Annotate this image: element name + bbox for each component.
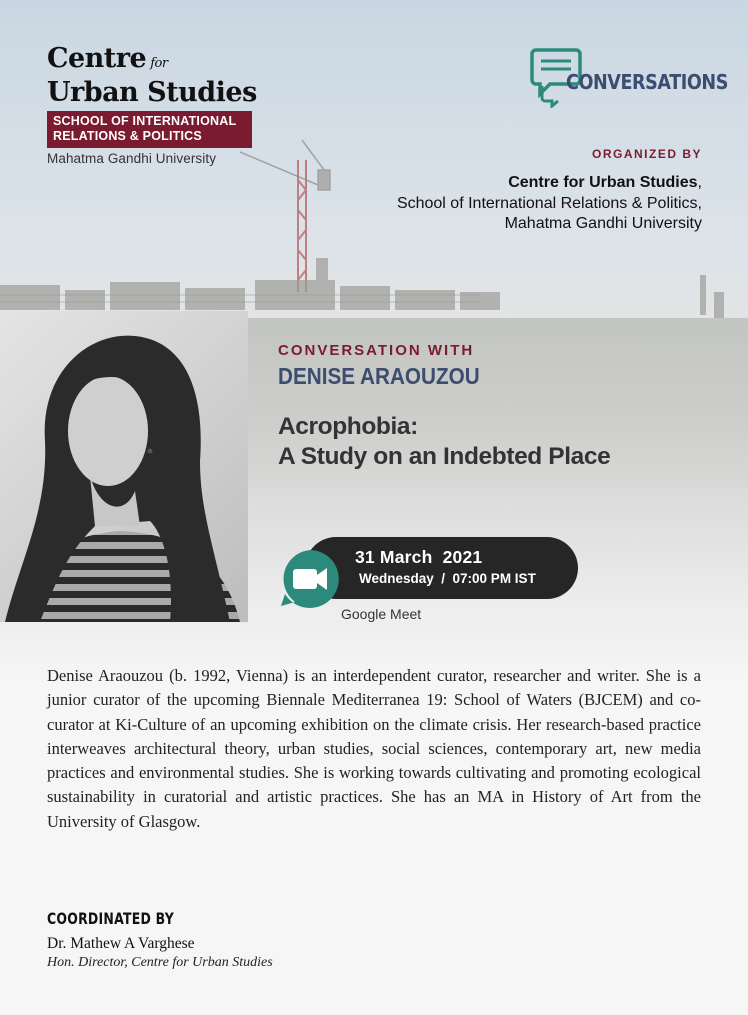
coordinator-title: Hon. Director, Centre for Urban Studies	[47, 955, 273, 970]
platform-label: Google Meet	[341, 606, 422, 622]
speaker-name: DENISE ARAOUZOU	[278, 363, 480, 389]
school-banner	[47, 111, 252, 148]
organized-by-block	[397, 147, 702, 235]
conversation-with-label: CONVERSATION WITH	[278, 342, 475, 359]
coordinator-block	[47, 909, 273, 971]
speaker-photo	[0, 311, 248, 622]
organizer-line3: Mahatma Gandhi University	[504, 215, 702, 232]
google-meet-icon	[279, 548, 341, 610]
talk-title	[278, 412, 610, 472]
university-name: Mahatma Gandhi University	[47, 151, 217, 166]
talk-title-line1: Acrophobia:	[278, 413, 418, 440]
event-time: Wednesday / 07:00 PM IST	[359, 571, 536, 586]
school-line2: RELATIONS & POLITICS	[53, 129, 202, 143]
organizer-line1: Centre for Urban Studies,	[508, 174, 702, 191]
logo-title-line2: Urban Studies	[47, 77, 257, 108]
speaker-bio: Denise Araouzou (b. 1992, Vienna) is an interdependent curator, researcher and writer. She is a junior curator of the upcoming Biennale Mediterranea 19: School of Waters (BJCEM) and co-curator at Ki-Culture of an upcoming exhibition on the climate crisis. Her research-based practice interweaves architectural theory, urban studies, social sciences, contemporary art, new media practices and environmental studies. She is working towards cultivating and promoting ecological sustainability in curatorial and artistic practices. She has an MA in History of Art from the University of Glasgow.	[47, 666, 701, 831]
school-line1: SCHOOL OF INTERNATIONAL	[53, 114, 237, 128]
conversations-wordmark: CONVERSATIONS	[566, 70, 728, 94]
coordinated-by-label: COORDINATED BY	[47, 909, 175, 928]
coordinator-name: Dr. Mathew A Varghese	[47, 935, 195, 952]
talk-title-line2: A Study on an Indebted Place	[278, 443, 611, 470]
centre-logo	[47, 44, 257, 166]
organizer-line2: School of International Relations & Politics,	[396, 194, 702, 212]
speaker-heading	[278, 342, 502, 390]
logo-title-line1: Centre for	[47, 43, 168, 74]
organized-by-label: ORGANIZED BY	[591, 147, 702, 161]
event-date: 31 March 2021	[355, 547, 483, 567]
